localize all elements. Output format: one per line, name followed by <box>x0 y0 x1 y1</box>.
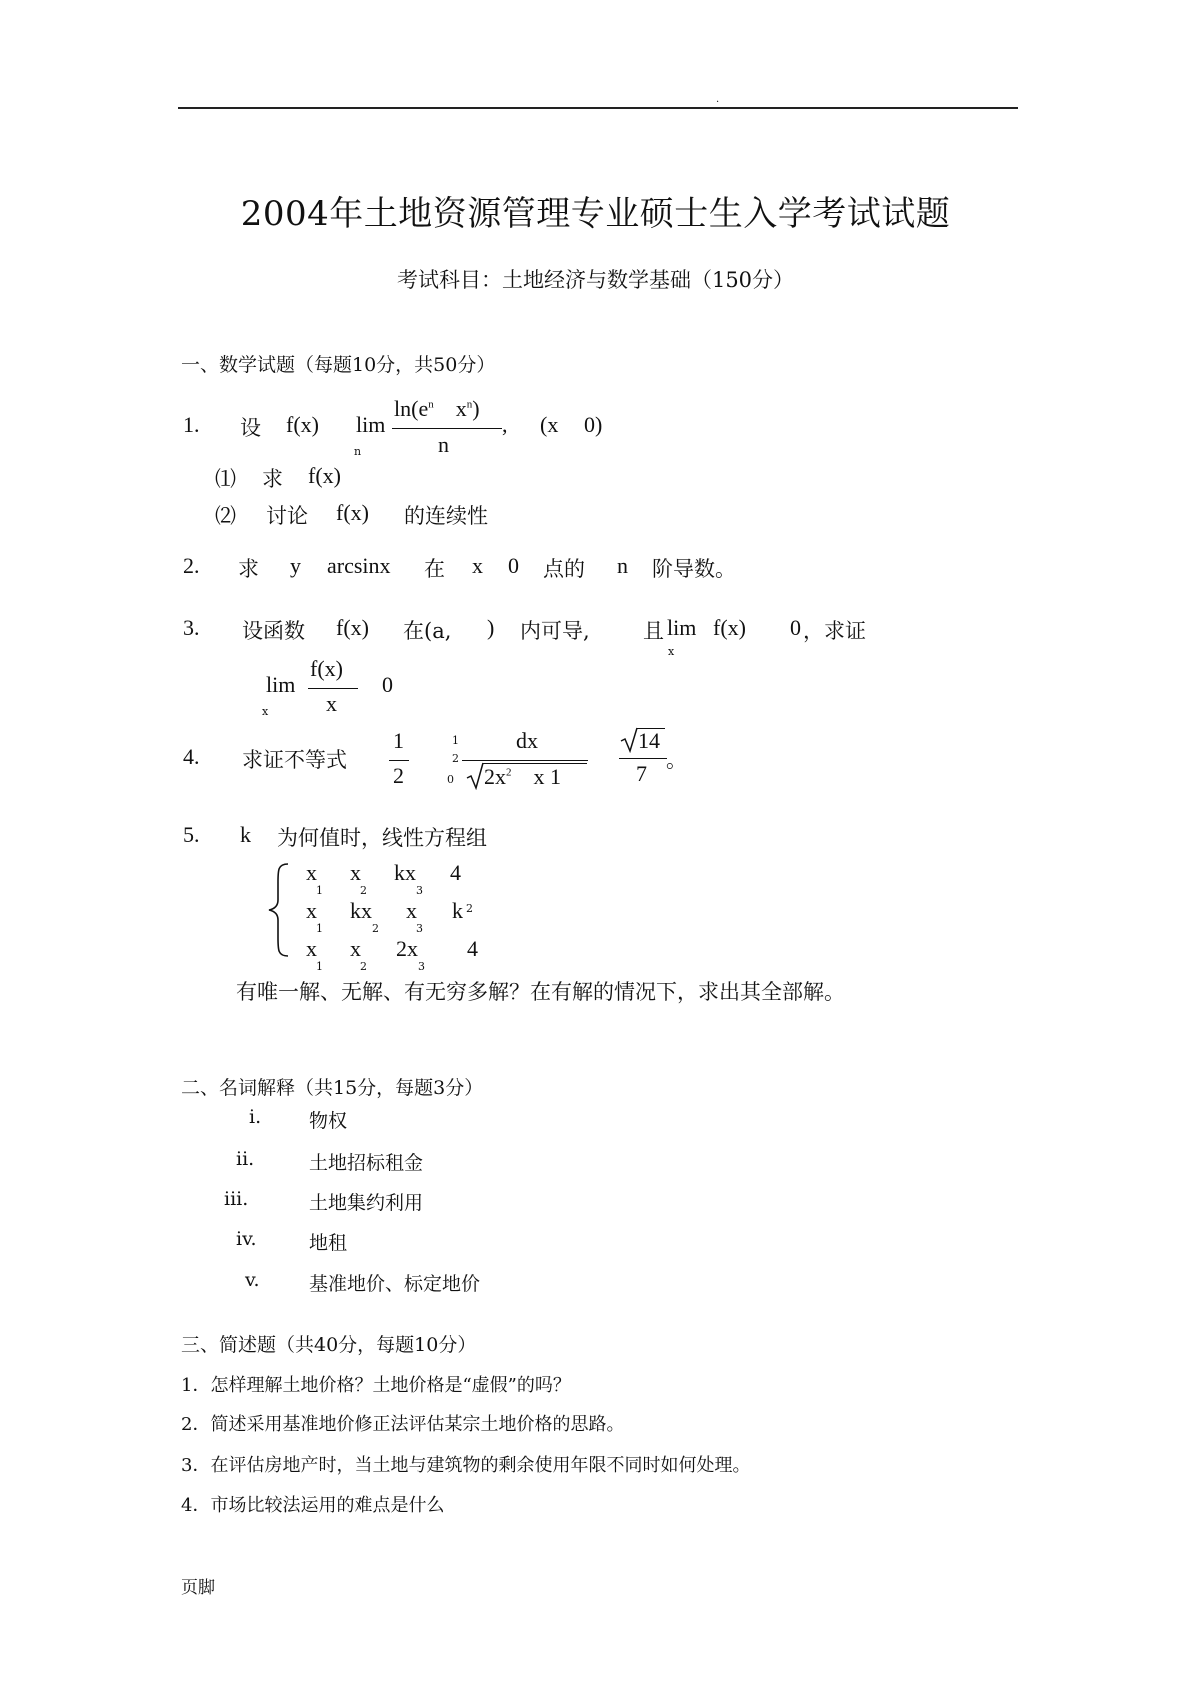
q1-comma: , <box>502 412 508 437</box>
q5-k: k <box>240 822 251 847</box>
eq2-sub-a: 1 <box>316 922 323 935</box>
header-rule <box>178 107 1018 109</box>
q2-number: 2. <box>183 553 200 578</box>
q4-int-lower: 0 <box>447 773 454 786</box>
q1-fx: f(x) <box>286 412 319 437</box>
q3-number: 3. <box>183 615 200 640</box>
q4-text: 求证不等式 <box>242 748 347 772</box>
q2-x: x <box>472 553 483 578</box>
term-text: 土地招标租金 <box>309 1152 424 1174</box>
q4-int-upper-den: 2 <box>452 752 459 765</box>
q3-frac-den: x <box>326 691 337 716</box>
page-footer: 页脚 <box>181 1578 215 1598</box>
exam-subject: 考试科目：土地经济与数学基础（150分） <box>396 268 795 292</box>
eq2-term-a: x <box>306 898 317 923</box>
q1-part1-text: 求 <box>262 467 283 491</box>
eq2-rhs: k <box>452 898 463 923</box>
q1-lim-sub: n <box>354 445 362 458</box>
q3-fx: f(x) <box>336 615 369 640</box>
term-number: iii. <box>224 1188 249 1210</box>
eq1-sub-b: 2 <box>360 884 367 897</box>
q3-rhs: 0 <box>382 672 393 697</box>
q2-zero: 0 <box>508 553 519 578</box>
q3-lim2: lim <box>266 672 296 697</box>
q2-text-d: 阶导数。 <box>652 557 736 581</box>
term-number: v. <box>245 1269 260 1291</box>
eq2-term-b: kx <box>350 898 372 923</box>
term-number: ii. <box>236 1148 255 1170</box>
q3-zero: 0 <box>790 615 801 640</box>
term-number: i. <box>249 1106 262 1128</box>
q3-lim: lim <box>667 615 697 640</box>
q1-part2-number: ⑵ <box>215 504 236 528</box>
q3-text-a: 设函数 <box>242 619 305 643</box>
q4-right-bar <box>619 758 667 759</box>
q1-condition: (x <box>540 412 559 437</box>
q4-left-num: 1 <box>393 728 404 753</box>
q3-lim2-sub: x <box>262 705 269 718</box>
eq2-rhs-sup: 2 <box>466 902 473 915</box>
q1-lim: lim <box>356 412 386 437</box>
eq1-sub-c: 3 <box>416 884 423 897</box>
q1-numerator: $\ln(e^n$ $x^n$) <box>394 396 480 421</box>
q3-paren: ) <box>487 615 495 640</box>
eq3-term-a: x <box>306 936 317 961</box>
list-item: 2．简述采用基准地价修正法评估某宗土地价格的思路。 <box>181 1414 625 1435</box>
q1-part1-number: ⑴ <box>215 467 236 491</box>
eq1-term-b: x <box>350 860 361 885</box>
q4-int-den: $2x^2$ x 1 <box>484 764 561 789</box>
q2-function: arcsinx <box>327 553 391 578</box>
header-mark: . <box>716 94 720 105</box>
eq2-sub-c: 3 <box>416 922 423 935</box>
q3-text-e: ，求证 <box>803 619 866 643</box>
q1-fraction-bar <box>392 428 502 429</box>
section2-heading: 二、名词解释（共15分，每题3分） <box>181 1077 484 1099</box>
q4-number: 4. <box>183 744 200 769</box>
eq2-term-c: x <box>406 898 417 923</box>
eq1-rhs: 4 <box>450 860 461 885</box>
q1-number: 1. <box>183 412 200 437</box>
q2-text-a: 求 <box>238 557 259 581</box>
q3-frac-num: f(x) <box>310 656 343 681</box>
q4-right-den: 7 <box>636 761 647 786</box>
eq3-sub-b: 2 <box>360 960 367 973</box>
left-brace-icon <box>266 862 292 958</box>
list-item: 1．怎样理解土地价格？土地价格是“虚假”的吗？ <box>181 1375 571 1396</box>
q3-text-c: 内可导, <box>520 619 590 643</box>
page-title: 2004年土地资源管理专业硕士生入学考试试题 <box>240 194 951 234</box>
eq3-sub-a: 1 <box>316 960 323 973</box>
q3-text-b: 在(a, <box>403 619 452 643</box>
eq3-rhs: 4 <box>467 936 478 961</box>
q4-left-bar <box>389 760 409 761</box>
q4-int-num: dx <box>516 728 538 753</box>
q2-text-b: 在 <box>424 557 445 581</box>
q1-denominator: n <box>438 432 449 457</box>
section1-heading: 一、数学试题（每题10分，共50分） <box>181 354 496 376</box>
term-text: 地租 <box>309 1232 348 1254</box>
section3-heading: 三、简述题（共40分，每题10分） <box>181 1334 477 1356</box>
q1-lead: 设 <box>240 416 261 440</box>
sqrt-icon <box>620 727 638 753</box>
eq3-term-b: x <box>350 936 361 961</box>
q4-int-upper: 1 <box>452 734 459 747</box>
eq1-term-c: kx <box>394 860 416 885</box>
eq3-term-c: 2x <box>396 936 418 961</box>
q3-text-d: 且 <box>643 619 664 643</box>
q3-fx2: f(x) <box>713 615 746 640</box>
q1-condition-zero: 0) <box>584 412 603 437</box>
eq3-sub-c: 3 <box>418 960 425 973</box>
list-item: 4．市场比较法运用的难点是什么 <box>181 1495 445 1516</box>
eq1-term-a: x <box>306 860 317 885</box>
q5-tail: 有唯一解、无解、有无穷多解？在有解的情况下，求出其全部解。 <box>236 980 845 1004</box>
term-number: iv. <box>236 1228 257 1250</box>
q1-part2-text: 讨论 <box>266 504 308 528</box>
q2-text-c: 点的 <box>543 557 585 581</box>
eq2-sub-b: 2 <box>372 922 379 935</box>
term-text: 基准地价、标定地价 <box>309 1273 481 1295</box>
q2-n: n <box>617 553 628 578</box>
q4-right-num: 14 <box>638 728 660 753</box>
q4-left-den: 2 <box>393 763 404 788</box>
eq1-sub-a: 1 <box>316 884 323 897</box>
term-text: 土地集约利用 <box>309 1192 424 1214</box>
q1-part1-fx: f(x) <box>308 463 341 488</box>
term-text: 物权 <box>309 1110 348 1132</box>
q4-int-bar <box>462 760 588 761</box>
list-item: 3．在评估房地产时，当土地与建筑物的剩余使用年限不同时如何处理。 <box>181 1455 751 1476</box>
q5-number: 5. <box>183 822 200 847</box>
q1-part2-tail: 的连续性 <box>404 504 488 528</box>
q1-part2-fx: f(x) <box>336 500 369 525</box>
q5-text: 为何值时，线性方程组 <box>277 826 487 850</box>
sqrt-icon <box>466 762 484 790</box>
q4-end: 。 <box>666 748 687 772</box>
q2-y: y <box>290 553 301 578</box>
q3-lim-sub: x <box>668 645 675 658</box>
q3-fraction-bar <box>308 688 358 689</box>
